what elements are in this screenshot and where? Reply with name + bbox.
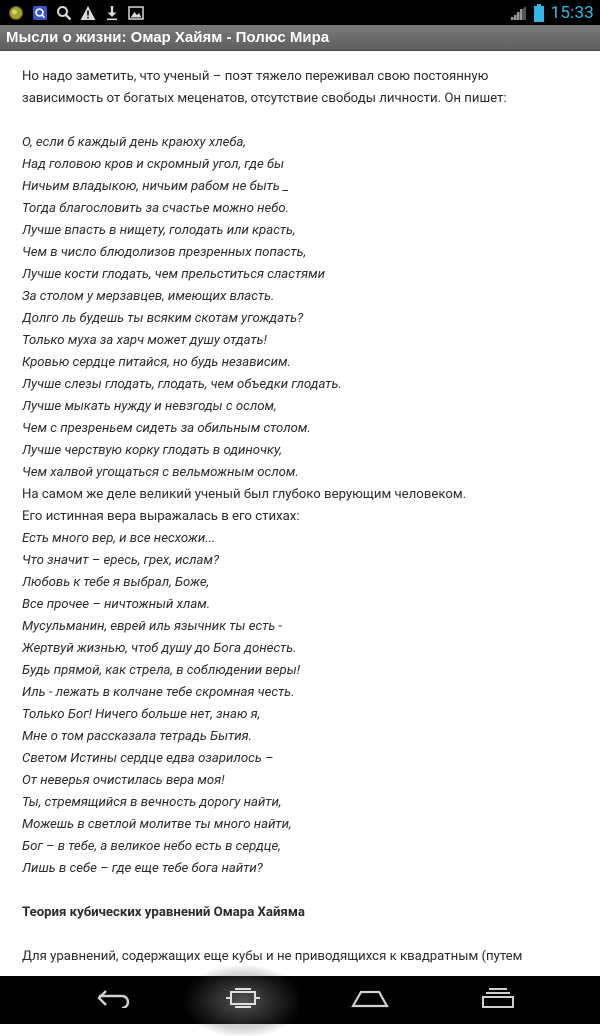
poem-line: Мусульманин, еврей иль язычник ты есть - <box>22 619 283 634</box>
poem-1 <box>22 132 578 484</box>
poem-line: Будь прямой, как стрела, в соблюдении веры! <box>22 663 301 678</box>
poem-line: Что значит – ересь, грех, ислам? <box>22 553 220 568</box>
notification-icons <box>0 5 144 21</box>
spacer <box>22 924 578 946</box>
poem-2 <box>22 528 578 880</box>
poem-line: Светом Истины сердце едва озарилось – <box>22 751 274 766</box>
poem-line: Над головою кров и скромный угол, где бы <box>22 157 285 172</box>
poem-line: Ты, стремящийся в вечность дорогу найти, <box>22 795 282 810</box>
poem-line: Все прочее – ничтожный хлам. <box>22 597 211 612</box>
body-text-line: На самом же деле великий ученый был глубоко верующим человеком. <box>22 487 467 502</box>
recent-apps-button[interactable] <box>193 976 293 1024</box>
poem-line: Тогда благословить за счастье можно небо. <box>22 201 290 216</box>
search-app-icon <box>32 5 48 21</box>
back-button[interactable] <box>64 976 164 1024</box>
body-text-line: Для уравнений, содержащих еще кубы и не приводящихся к квадратным (путем <box>22 949 523 964</box>
poem-line: Ничьим владыкою, ничьим рабом не быть _ <box>22 179 289 194</box>
poem-line: Только Бог! Ничего больше нет, знаю я, <box>22 707 261 722</box>
recent-apps-icon <box>225 988 261 1012</box>
poem-line: Жертвуй жизнью, чтоб душу до Бога донесть. <box>22 641 297 656</box>
home-icon <box>351 988 389 1012</box>
poem-line: Можешь в светлой молитве ты много найти, <box>22 817 292 832</box>
poem-line: О, если б каждый день краюху хлеба, <box>22 135 246 150</box>
poem-line: От неверья очистилась вера моя! <box>22 773 225 788</box>
intro-text-line: Но надо заметить, что ученый – поэт тяжело переживал свою постоянную <box>22 69 489 84</box>
spacer <box>22 110 578 132</box>
image-icon <box>128 5 144 21</box>
search-icon <box>56 5 72 21</box>
poem-line: Есть много вер, и все несхожи... <box>22 531 216 546</box>
poem-line: Чем с презреньем сидеть за обильным столом. <box>22 421 311 436</box>
article-content[interactable] <box>22 66 578 976</box>
home-button[interactable] <box>320 976 420 1024</box>
menu-icon <box>481 987 515 1013</box>
poem-line: Лучше кости глодать, чем прельститься сластями <box>22 267 325 282</box>
spacer <box>22 880 578 902</box>
poem-line: Лучше впасть в нищету, голодать или красть, <box>22 223 296 238</box>
app-icon <box>8 5 24 21</box>
poem-line: Долго ль будешь ты всяким скотам угождать? <box>22 311 304 326</box>
intro-text-line: зависимость от богатых меценатов, отсутствие свободы личности. Он пишет: <box>22 91 507 106</box>
poem-line: Только муха за харч может душу отдать! <box>22 333 267 348</box>
body-text-line: Его истинная вера выражалась в его стихах: <box>22 509 300 524</box>
download-icon <box>104 5 120 21</box>
warning-icon <box>80 5 96 21</box>
back-icon <box>96 988 132 1012</box>
poem-line: Мне о том рассказала тетрадь Бытия. <box>22 729 253 744</box>
status-clock: 15:33 <box>550 2 594 23</box>
poem-line: Чем в число блюдолизов презренных попасть, <box>22 245 307 260</box>
poem-line: Кровью сердце питайся, но будь независим. <box>22 355 291 370</box>
page-title: Мысли о жизни: Омар Хайям - Полюс Мира <box>6 29 330 46</box>
battery-icon <box>533 5 545 21</box>
poem-line: Лучше мыкать нужду и невзгоды с ослом, <box>22 399 277 414</box>
poem-line: Иль - лежать в колчане тебе скромная честь. <box>22 685 295 700</box>
poem-line: Лучше слезы глодать, глодать, чем объедки глодать. <box>22 377 342 392</box>
navigation-bar <box>0 976 600 1024</box>
title-bar <box>0 25 600 51</box>
poem-line: За столом у мерзавцев, имеющих власть. <box>22 289 275 304</box>
section-heading: Теория кубических уравнений Омара Хайяма <box>22 905 305 920</box>
poem-line: Лучше черствую корку глодать в одиночку, <box>22 443 282 458</box>
signal-icon <box>509 5 527 21</box>
poem-line: Лишь в себе – где еще тебе бога найти? <box>22 861 263 876</box>
poem-line: Бог – в тебе, а великое небо есть в сердце, <box>22 839 281 854</box>
system-status <box>509 3 600 23</box>
poem-line: Любовь к тебе я выбрал, Боже, <box>22 575 210 590</box>
poem-line: Чем халвой угощаться с вельможным ослом. <box>22 465 299 480</box>
menu-button[interactable] <box>448 976 548 1024</box>
status-bar <box>0 0 600 25</box>
